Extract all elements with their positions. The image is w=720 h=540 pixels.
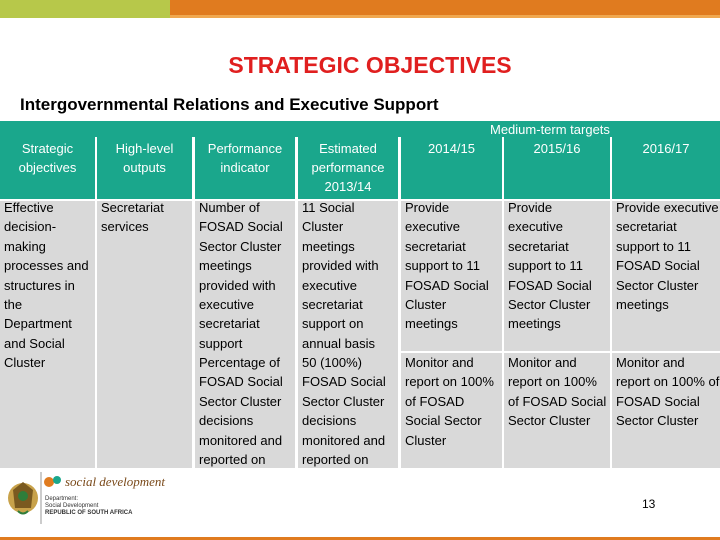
medium-term-targets-header: Medium-term targets: [490, 122, 610, 137]
department-logo: [5, 468, 165, 528]
row1-target-2015: Provide executive secretariat support to 11 FOSAD Social Sector Cluster meetings: [508, 200, 592, 332]
top-bar-accent: [0, 0, 170, 18]
header-estimated-performance: Estimated performance 2013/14: [311, 141, 385, 194]
header-year-2014: 2014/15: [428, 141, 475, 156]
brand-name: social development: [65, 474, 165, 489]
output-cell: [97, 201, 192, 468]
department-label: Department: Social Development REPUBLIC OF SOUTH AFRICA: [45, 496, 133, 516]
header-high-level-outputs: High-level outputs: [115, 141, 174, 175]
output-text: Secretariat services: [101, 200, 164, 235]
top-decorative-bar: [0, 0, 720, 18]
header-performance-indicator: Performance indicator: [207, 141, 283, 175]
page-subtitle: Intergovernmental Relations and Executive Support: [20, 95, 439, 114]
page-number: 13: [642, 497, 656, 511]
objectives-table: [0, 121, 720, 468]
row1-target-2016: Provide executive secretariat support to 11 FOSAD Social Sector Cluster meetings: [616, 200, 719, 313]
row2-estimated: 50 (100%) FOSAD Social Sector Cluster decisions monitored and reported on: [302, 355, 386, 468]
row1-estimated: 11 Social Cluster meetings provided with executive secretariat support on annual basis: [302, 200, 379, 351]
header-strategic-objectives: Strategic objectives: [18, 141, 77, 175]
page-title: STRATEGIC OBJECTIVES: [228, 52, 512, 78]
objective-text: Effective decision-making processes and structures in the Department and Social Cluster: [4, 200, 89, 371]
row1-indicator: Number of FOSAD Social Sector Cluster meetings provided with executive secretariat support: [199, 200, 283, 351]
table-top-header-strip: [0, 121, 720, 137]
header-year-2016: 2016/17: [642, 141, 690, 156]
row2-indicator: Percentage of FOSAD Social Sector Cluster decisions monitored and reported on: [199, 355, 283, 468]
row2-target-2014: Monitor and report on 100% of FOSAD Social Sector Cluster: [405, 355, 494, 448]
row2-target-2016: Monitor and report on 100% of FOSAD Social Sector Cluster: [616, 355, 720, 429]
header-year-2015: 2015/16: [533, 141, 581, 156]
row2-target-2015: Monitor and report on 100% of FOSAD Social Sector Cluster: [508, 355, 607, 429]
row1-target-2014: Provide executive secretariat support to 11 FOSAD Social Cluster meetings: [405, 200, 489, 332]
